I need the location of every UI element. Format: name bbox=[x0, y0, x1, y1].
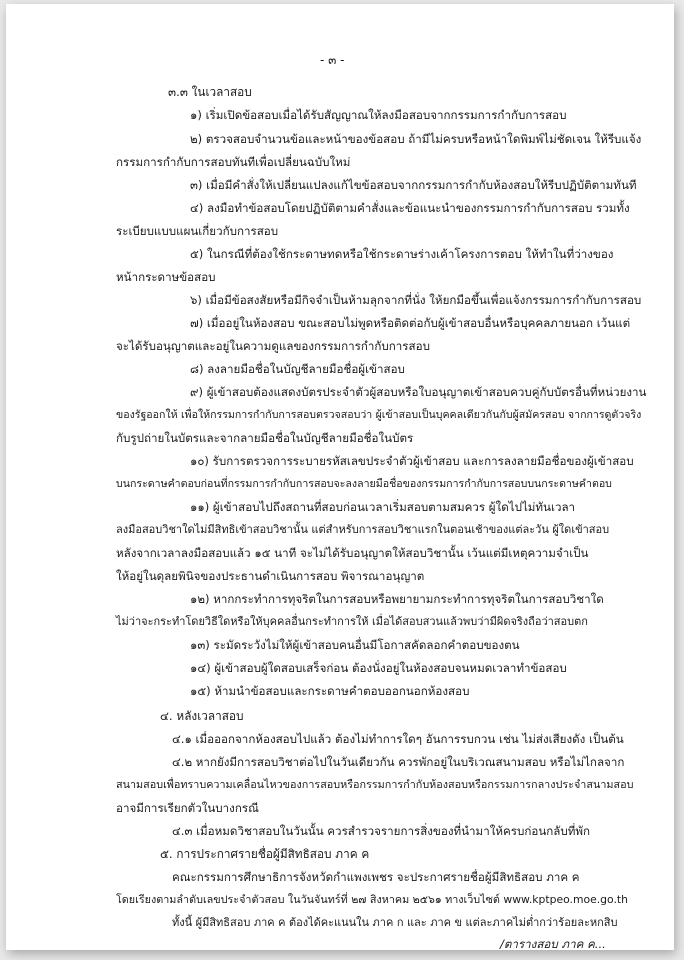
item-4-3: ๔.๓ เมื่อหมดวิชาสอบในวันนั้น ควรสำรวจรายการสิ่งของที่นำมาให้ครบก่อนกลับที่พัก bbox=[172, 824, 591, 838]
section-3-3-heading: ๓.๓ ในเวลาสอบ bbox=[168, 85, 252, 99]
item-4: ๔) ลงมือทำข้อสอบโดยปฏิบัติตามคำสั่งและข้อแนะนำของกรรมการกำกับการสอบ รวมทั้ง bbox=[190, 201, 630, 215]
item-1: ๑) เริ่มเปิดข้อสอบเมื่อได้รับสัญญาณให้ลงมือสอบจากกรรมการกำกับการสอบ bbox=[190, 108, 567, 122]
page-number: - ๓ - bbox=[320, 53, 345, 67]
item-14: ๑๔) ผู้เข้าสอบผู้ใดสอบเสร็จก่อน ต้องนั่งอยู่ในห้องสอบจนหมดเวลาทำข้อสอบ bbox=[190, 661, 567, 675]
item-3: ๓) เมื่อมีคำสั่งให้เปลี่ยนแปลงแก้ไขข้อสอบจากกรรมการกำกับห้องสอบให้รีบปฏิบัติตามทันที bbox=[190, 178, 637, 192]
item-7-cont: จะได้รับอนุญาตและอยู่ในความดูแลของกรรมการกำกับการสอบ bbox=[116, 339, 430, 353]
section-4-heading: ๔. หลังเวลาสอบ bbox=[160, 709, 244, 723]
item-12: ๑๒) หากกระทำการทุจริตในการสอบหรือพยายามกระทำการทุจริตในการสอบวิชาใด bbox=[190, 592, 604, 606]
continuation-note: /ตารางสอบ ภาค ค... bbox=[500, 937, 606, 951]
item-11-cont-3: ให้อยู่ในดุลยพินิจของประธานดำเนินการสอบ พิจารณาอนุญาต bbox=[116, 569, 425, 583]
item-15: ๑๕) ห้ามนำข้อสอบและกระดาษคำตอบออกนอกห้องสอบ bbox=[190, 684, 470, 698]
item-9-cont-2: กับรูปถ่ายในบัตรและจากลายมือชื่อในบัญชีลายมือชื่อในบัตร bbox=[116, 431, 414, 445]
item-7: ๗) เมื่ออยู่ในห้องสอบ ขณะสอบไม่พูดหรือติดต่อกับผู้เข้าสอบอื่นหรือบุคคลภายนอก เว้นแต่ bbox=[190, 316, 631, 330]
item-4-2: ๔.๒ หากยังมีการสอบวิชาต่อไปในวันเดียวกัน ควรพักอยู่ในบริเวณสนามสอบ หรือไม่ไกลจาก bbox=[172, 755, 625, 769]
item-8: ๘) ลงลายมือชื่อในบัญชีลายมือชื่อผู้เข้าสอบ bbox=[190, 362, 405, 376]
item-9: ๙) ผู้เข้าสอบต้องแสดงบัตรประจำตัวผู้สอบหรือใบอนุญาตเข้าสอบควบคู่กับบัตรอื่นที่หน่วยงาน bbox=[190, 385, 647, 399]
item-11-cont-2: หลังจากเวลาลงมือสอบแล้ว ๑๕ นาที จะไม่ได้รับอนุญาตให้สอบวิชานั้น เว้นแต่มีเหตุความจำเป็น bbox=[116, 546, 589, 560]
item-12-cont: ไม่ว่าจะกระทำโดยวิธีใดหรือให้บุคคลอื่นกระทำการให้ เมื่อได้สอบสวนแล้วพบว่ามีผิดจริงถือว่าสอบตก bbox=[116, 615, 588, 628]
item-5-cont: หน้ากระดาษข้อสอบ bbox=[116, 270, 216, 284]
item-10: ๑๐) รับการตรวจการระบายรหัสเลขประจำตัวผู้เข้าสอบ และการลงลายมือชื่อของผู้เข้าสอบ bbox=[190, 454, 634, 468]
item-2: ๒) ตรวจสอบจำนวนข้อและหน้าของข้อสอบ ถ้ามีไม่ครบหรือหน้าใดพิมพ์ไม่ชัดเจน ให้รีบแจ้ง bbox=[190, 132, 642, 146]
item-13: ๑๓) ระมัดระวังไม่ให้ผู้เข้าสอบคนอื่นมีโอกาสคัดลอกคำตอบของตน bbox=[190, 638, 520, 652]
item-11: ๑๑) ผู้เข้าสอบไปถึงสถานที่สอบก่อนเวลาเริ่มสอบตามสมควร ผู้ใดไปไม่ทันเวลา bbox=[190, 500, 576, 514]
section-5-heading: ๕. การประกาศรายชื่อผู้มีสิทธิสอบ ภาค ค bbox=[160, 847, 370, 861]
item-10-cont: บนกระดาษคำตอบก่อนที่กรรมการกำกับการสอบจะลงลายมือชื่อของกรรมการกำกับการสอบบนกระดาษคำตอบ bbox=[116, 478, 612, 490]
item-4-2-cont-1: สนามสอบเพื่อทราบความเคลื่อนไหวของการสอบหรือกรรมการกำกับห้องสอบหรือกรรมการกลางประจำสนามสอบ bbox=[116, 778, 634, 791]
item-4-cont: ระเบียบแบบแผนเกี่ยวกับการสอบ bbox=[116, 224, 279, 238]
item-4-1: ๔.๑ เมื่อออกจากห้องสอบไปแล้ว ต้องไม่ทำการใดๆ อันการรบกวน เช่น ไม่ส่งเสียงดัง เป็นต้น bbox=[172, 732, 624, 746]
section-5-line-2: โดยเรียงตามลำดับเลขประจำตัวสอบ ในวันจันทร์ที่ ๒๗ สิงหาคม ๒๕๖๑ ทางเว็บไซต์ www.kptpeo.moe.go.th bbox=[116, 893, 628, 906]
item-9-cont-1: ของรัฐออกให้ เพื่อให้กรรมการกำกับการสอบตรวจสอบว่า ผู้เข้าสอบเป็นบุคคลเดียวกันกับผู้สมัครสอบ จากการดูตัวจริง bbox=[116, 409, 642, 421]
item-4-2-cont-2: อาจมีการเรียกตัวในบางกรณี bbox=[116, 801, 259, 815]
section-5-line-3: ทั้งนี้ ผู้มีสิทธิสอบ ภาค ค ต้องได้คะแนนใน ภาค ก และ ภาค ข แต่ละภาคไม่ต่ำกว่าร้อยละหกสิบ bbox=[172, 916, 618, 929]
item-11-cont-1: ลงมือสอบวิชาใดไม่มีสิทธิเข้าสอบวิชานั้น แต่สำหรับการสอบวิชาแรกในตอนเช้าของแต่ละวัน ผู้ใดเข้าสอบ bbox=[116, 523, 610, 536]
section-5-line-1: คณะกรรมการศึกษาธิการจังหวัดกำแพงเพชร จะประกาศรายชื่อผู้มีสิทธิสอบ ภาค ค bbox=[172, 870, 580, 884]
item-6: ๖) เมื่อมีข้อสงสัยหรือมีกิจจำเป็นห้ามลุกจากที่นั่ง ให้ยกมือขึ้นเพื่อแจ้งกรรมการกำกับการสอบ bbox=[190, 293, 642, 307]
item-2-cont: กรรมการกำกับการสอบทันทีเพื่อเปลี่ยนฉบับใหม่ bbox=[116, 155, 351, 169]
item-5: ๕) ในกรณีที่ต้องใช้กระดาษทดหรือใช้กระดาษร่างเค้าโครงการตอบ ให้ทำในที่ว่างของ bbox=[190, 247, 614, 261]
